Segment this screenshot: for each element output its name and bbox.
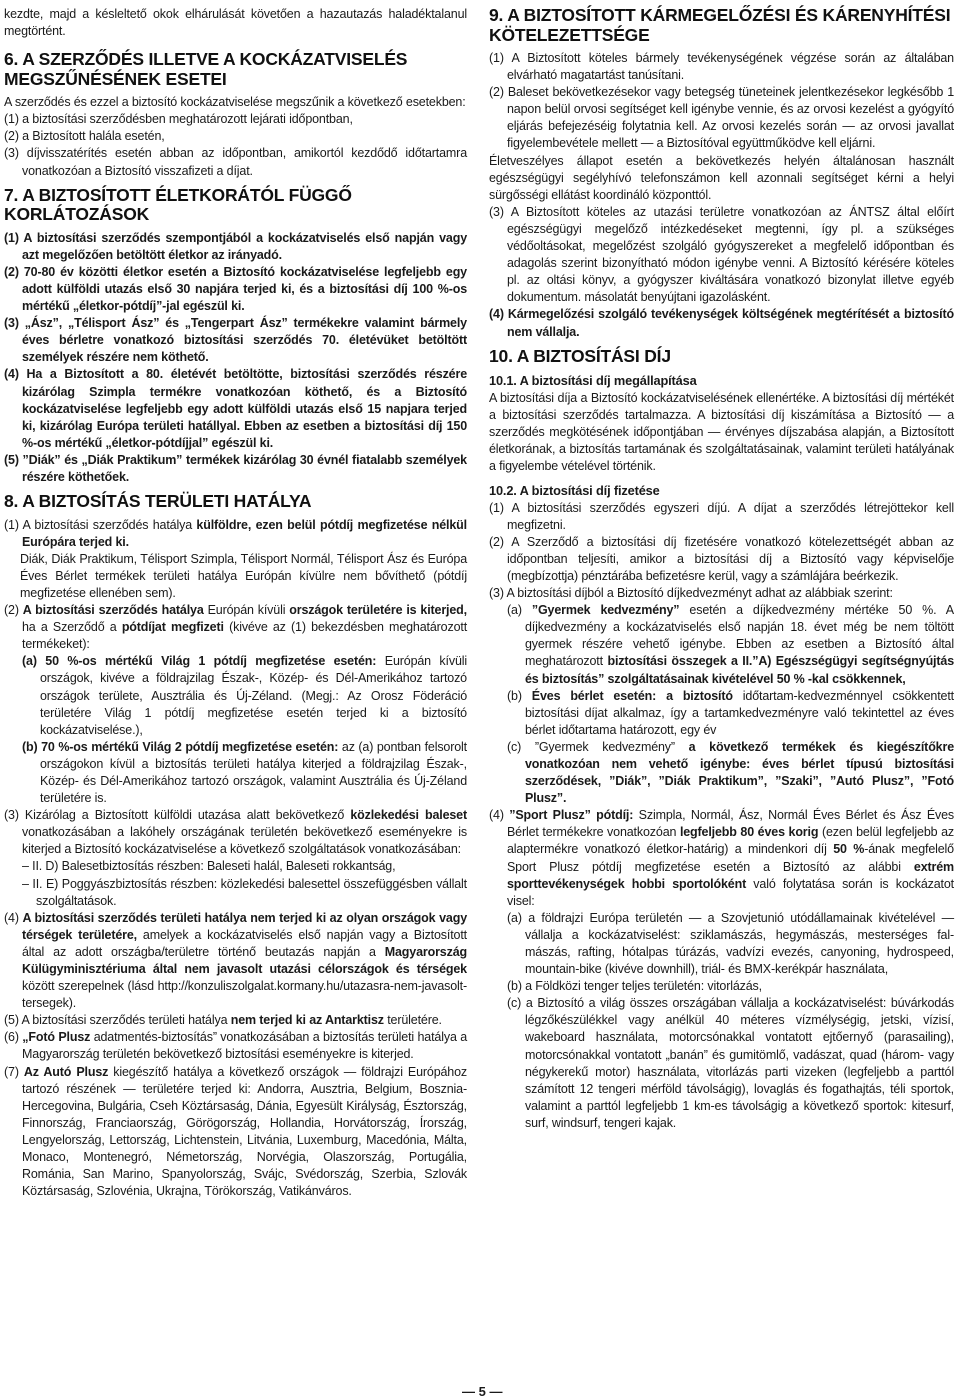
intro-paragraph: kezdte, majd a késleltető okok elhárulását követően a hazautazás haladéktalanul megtörtént.: [4, 7, 467, 39]
section-8-item-6: (6) „Fotó Plusz adatmentés-biztosítás” vonatkozásában a biztosítás területi hatálya a Magyarország területén bekövetkező biztosítási eseményekre is kiterjed.: [4, 1030, 467, 1062]
section-8-item-1-note: Diák, Diák Praktikum, Télisport Szimpla, Télisport Normál, Télisport Ász és Európa Éves Bérlet termékek területi hatálya Európán kívülre nem bővíthető (pótdíj megfizetése ellenében sem).: [20, 551, 467, 600]
page-number: — 5 —: [462, 1384, 503, 1399]
section-10-2-item-3b: (b) Éves bérlet esetén: a biztosító időtartam-kedvezménnyel csökkentett biztosítási díjat alkalmaz, így a tartamkedvezményre való tekintettel az éves bérlet időtartama határozott, egy év: [507, 688, 954, 737]
section-10-2-item-2: (2) A Szerződő a biztosítási díj fizetésére vonatkozó kötelezettségét abban az időpontban teljesíti, amikor a biztosítási díj a Biztosító vagy képviselője (megbízottja) pénztárába befizetésre kerül, vagy a számlájára beérkezik.: [489, 534, 954, 583]
section-8-item-4: (4) A biztosítási szerződés területi hatálya nem terjed ki az olyan országok vagy térségek területére, amelyek a kockázatviselés első napján vagy a Biztosított által az adott országba/területre történő beutazás napján a Magyarország Külügyminisztériuma által nem javasolt utazási célországok és térségek között szerepelnek (lásd http://konzuliszolgalat.kormany.hu/utazasra-nem-javasolt-tersegek).: [4, 910, 467, 1011]
section-9-heading: 9. A BIZTOSÍTOTT KÁRMEGELŐZÉSI ÉS KÁRENYHÍTÉSI KÖTELEZETTSÉGE: [489, 5, 951, 45]
section-10-2-item-4a: (a) a földrajzi Európa területén — a Szovjetunió utódállamainak kivételével — vállalja a kockázatviselést: sziklamászás, hegymászás, mesterséges fal-mászás, rafting, hótalpas túrázás, vadvízi evezés, canyoning, hydrospeed, mountain-bike (kivéve downhill), triál- és BMX-kerékpár használata,: [507, 910, 954, 977]
section-7-item-4: (4) Ha a Biztosított a 80. életévét betöltötte, biztosítási szerződés részére kizárólag Szimpla termékre vonatkozóan köthető, és a Biztosító kockázatviselése legfeljebb egy adott külföldi utazás első 15 napjara terjed ki, kizárólag Európa területi hatállyal. Ebben az esetben a biztosítási díj 150 %-os mértékű „életkor-pótdíjjal” egészül ki.: [4, 367, 467, 450]
section-10-2-item-3: (3) A biztosítási díjból a Biztosító díjkedvezményt adhat az alábbiak szerint:: [489, 586, 893, 601]
section-7-item-3: (3) „Ász”, „Télisport Ász” és „Tengerpart Ász” termékekre valamint bármely éves bérletre vonatkozó biztosítási szerződés 70. életévüket betöltött személyek részére nem köthető.: [4, 316, 467, 365]
section-7-heading: 7. A BIZTOSÍTOTT ÉLETKORÁTÓL FÜGGŐ KORLÁTOZÁSOK: [4, 184, 352, 225]
section-6-item-3: (3) díjvisszatérítés esetén abban az időpontban, amikortól kezdődő időtartamra vonatkozóan a Biztosító visszafizeti a díjat.: [4, 146, 467, 178]
section-8-item-2: (2) A biztosítási szerződés hatálya Európán kívüli országok területére is kiterjed, ha a Szerződő a pótdíjat megfizeti (kivéve az (1) bekezdésben meghatározott termékeket):: [4, 603, 468, 652]
section-8-item-2b: (b) 70 %-os mértékű Világ 2 pótdíj megfizetése esetén: az (a) pontban felsorolt országokon kívül a biztosítás területi hatálya kiterjed a földrajzilag Észak-, Közép- és Dél-Amerikához tartozó országok, valamint Ausztrália és Új-Zéland területére is.: [22, 739, 468, 806]
section-6-item-1: (1) a biztosítási szerződésben meghatározott lejárati időpontban,: [4, 112, 353, 127]
section-8-heading: 8. A BIZTOSÍTÁS TERÜLETI HATÁLYA: [4, 491, 312, 512]
section-6-item-2: (2) a Biztosított halála esetén,: [4, 129, 165, 144]
section-9-item-3: (3) A Biztosított köteles az utazási területre vonatkozóan az ÁNTSZ által előírt egészségügyi megelőző intézkedéseket megtenni, így pl. a szükséges védőoltásokat, megelőzést szolgáló gyógyszereket a megfelelő időpontban és adagolás szerint bizonyítható módon igénybe venni. A Biztosító kérésére köteles pl. az oltási könyv, a gyógyszer kiváltására vonatkozó bizonylat illetve egyéb dokumentum. másolatát benyújtani igazolásként.: [489, 204, 954, 305]
section-8-item-7: (7) Az Autó Plusz kiegészítő hatálya a következő országok — földrajzi Európához tartozó részének — területére terjed ki: Andorra, Ausztria, Belgium, Bosznia-Hercegovina, Bulgária, Cseh Köztársaság, Dánia, Egyesült Királyság, Észtország, Finnország, Franciaország, Görögország, Hollandia, Horvátország, Írország, Lengyelország, Lettország, Lichtenstein, Litvánia, Luxemburg, Macedónia, Málta, Monaco, Montenegró, Németország, Norvégia, Olaszország, Portugália, Románia, San Marino, Spanyolország, Svájc, Svédország, Szerbia, Szlovák Köztársaság, Szlovénia, Ukrajna, Törökország, Vatikánváros.: [4, 1064, 468, 1199]
section-10-2-item-4c: (c) a Biztosító a világ összes országában vállalja a kockázatviselést: búvárkodás légzőkészülékkel vagy anélkül 40 méteres vízmélységig, jetski, vízisí, wakeboard használata, motorcsónakkal vontatott ejtőernyő (parasailing), motorcsónakkal vontatott „banán” és gumitömlő, vadászat, quad (három- vagy négykerekű motor) használata, vitorlázás parti vizeken (legfeljebb a parttól számított 12 tengeri mérföld távolságig), lovaglás és fogathajtás, téli sportok, valamint a parttól legfeljebb 1 km-es távolságig a következő sportok: kitesurf, surf, windsurf, tengeri kajak.: [507, 996, 954, 1130]
section-7-item-2: (2) 70-80 év közötti életkor esetén a Biztosító kockázatviselése legfeljebb egy adott külföldi utazás első 30 napjára terjed ki, és a biztosítási díj 100 %-os mértékű „életkor-pótdíj”-jal egészül ki.: [4, 264, 467, 314]
left-column: [4, 6, 467, 1200]
section-10-2-item-1: (1) A biztosítási szerződés egyszeri díjú. A díjat a szerződés létrejöttekor kell megfizetni.: [489, 500, 954, 532]
section-6-intro: A szerződés és ezzel a biztosító kockázatviselése megszűnik a következő esetekben:: [4, 95, 466, 110]
right-column: [489, 6, 954, 1132]
section-9-item-2-emergency: Életveszélyes állapot esetén a bekövetkezés helyén általánosan használt egészségügyi segélyhívó telefonszámon kell azonnali segítséget kérni a helyi sürgősségi ellátást koordináló központtól.: [489, 153, 954, 202]
section-9-item-4: (4) Kármegelőzési szolgáló tevékenységek költségének megtérítését a biztosító nem vállalja.: [489, 307, 954, 339]
section-6-heading: 6. A SZERZŐDÉS ILLETVE A KOCKÁZATVISELÉS MEGSZŰNÉSÉNEK ESETEI: [4, 49, 408, 89]
section-8-item-5: (5) A biztosítási szerződés területi hatálya nem terjed ki az Antarktisz területére.: [4, 1013, 442, 1028]
section-9-item-2: (2) Baleset bekövetkezésekor vagy betegség tüneteinek jelentkezésekor legkésőbb 1 napon belül orvosi segítséget kell igénybe vennie, és az orvosi kezelést a gyógyító eljárás befejezéséig folytatnia kell. Az orvosi kezelés során — az orvosi javallat figyelembevétele mellett — a Biztosítóval együttműködve kell eljárni.: [489, 85, 954, 151]
section-8-item-3: (3) Kizárólag a Biztosított külföldi utazása alatt bekövetkező közlekedési baleset vonatkozásában a lakóhely országának területén bekövetkező eseményekre is kiterjed a Biztosító kockázatviselése a következő szolgáltatások vonatkozásában:: [4, 808, 467, 857]
section-9-item-1: (1) A Biztosított köteles bármely tevékenységének végzése során az általában elvárható magatartást tanúsítani.: [489, 51, 954, 83]
section-7-item-5: (5) ”Diák” és „Diák Praktikum” termékek kizárólag 30 évnél fiatalabb személyek részére köthetőek.: [4, 452, 467, 484]
section-10-2-item-4: (4) ”Sport Plusz” pótdíj: Szimpla, Normál, Ász, Normál Éves Bérlet és Ász Éves Bérlet termékekre vonatkozóan legfeljebb 80 éves korig (ezen belül legfeljebb az alaptermékre vonatkozó életkor-határig) a mindenkori díj 50 %-ának megfelelő Sport Plusz pótdíj megfizetése esetén a Biztosító az alábbi extrém sporttevékenységek hobbi sportolóként való folytatása során is kockázatot visel:: [489, 808, 955, 908]
section-10-1-heading: 10.1. A biztosítási díj megállapítása: [489, 373, 697, 389]
section-10-2-item-4b: (b) a Földközi tenger teljes területén: vitorlázás,: [507, 979, 762, 994]
section-10-2-item-3a: (a) ”Gyermek kedvezmény” esetén a díjkedvezmény mértéke 50 %. A díjkedvezmény a kockázatviselés első napján 18. évet még be nem töltött gyermek részére vehető igénybe. Ebben az esetben a Biztosító által meghatározott biztosítási összegek a II.”A) Egészségügyi segítségnyújtás és biztosítás” szolgáltatásainak kivételével 50 % -kal csökkennek,: [507, 603, 955, 686]
section-7-item-1: (1) A biztosítási szerződés szempontjából a kockázatviselés első napján vagy azt megelőzően betöltött életkor az irányadó.: [4, 230, 467, 262]
section-10-1-text: A biztosítási díja a Biztosító kockázatviselésének ellenértéke. A biztosítási díj mértékét a biztosítási szerződés tartalmazza. A biztosítási díj kiszámítása a Biztosító — a szerződés megkötésének időpontjában — érvényes díjszabása alapján, a Biztosított életkorának, a biztosítás tartamának és szolgáltatásainak, valamint területi hatályának a figyelembe vételével történik.: [489, 391, 954, 474]
section-8-item-3-dash-2: – II. E) Poggyászbiztosítás részben: közlekedési balesettel összefüggésben vállalt szolgáltatások.: [22, 876, 467, 908]
section-8-item-2a: (a) 50 %-os mértékű Világ 1 pótdíj megfizetése esetén: Európán kívüli országok, kivéve a földrajzilag Észak-, Közép- és Dél-Amerikához tartozó országok területe, Ausztrália és Új-Zéland. (Megj.: Az Orosz Föderáció területére Világ 1 pótdíj megfizetése esetén terjed ki a biztosító kockázatviselése.),: [22, 654, 467, 737]
section-8-item-1: (1) A biztosítási szerződés hatálya külföldre, ezen belül pótdíj megfizetése nélkül Európára terjed ki.: [4, 517, 467, 549]
section-10-heading: 10. A BIZTOSÍTÁSI DÍJ: [489, 345, 671, 366]
section-10-2-item-3c: (c) ”Gyermek kedvezmény” a következő termékek és kiegészítőkre vonatkozóan nem vehető igénybe: éves bérlet típusú biztosítási szerződések, ”Diák”, ”Diák Praktikum”, ”Szaki”, ”Autó Plusz”, ”Fotó Plusz”.: [507, 739, 955, 806]
section-10-2-heading: 10.2. A biztosítási díj fizetése: [489, 482, 660, 498]
section-8-item-3-dash-1: – II. D) Balesetbiztosítás részben: Baleseti halál, Baleseti rokkantság,: [22, 859, 396, 874]
